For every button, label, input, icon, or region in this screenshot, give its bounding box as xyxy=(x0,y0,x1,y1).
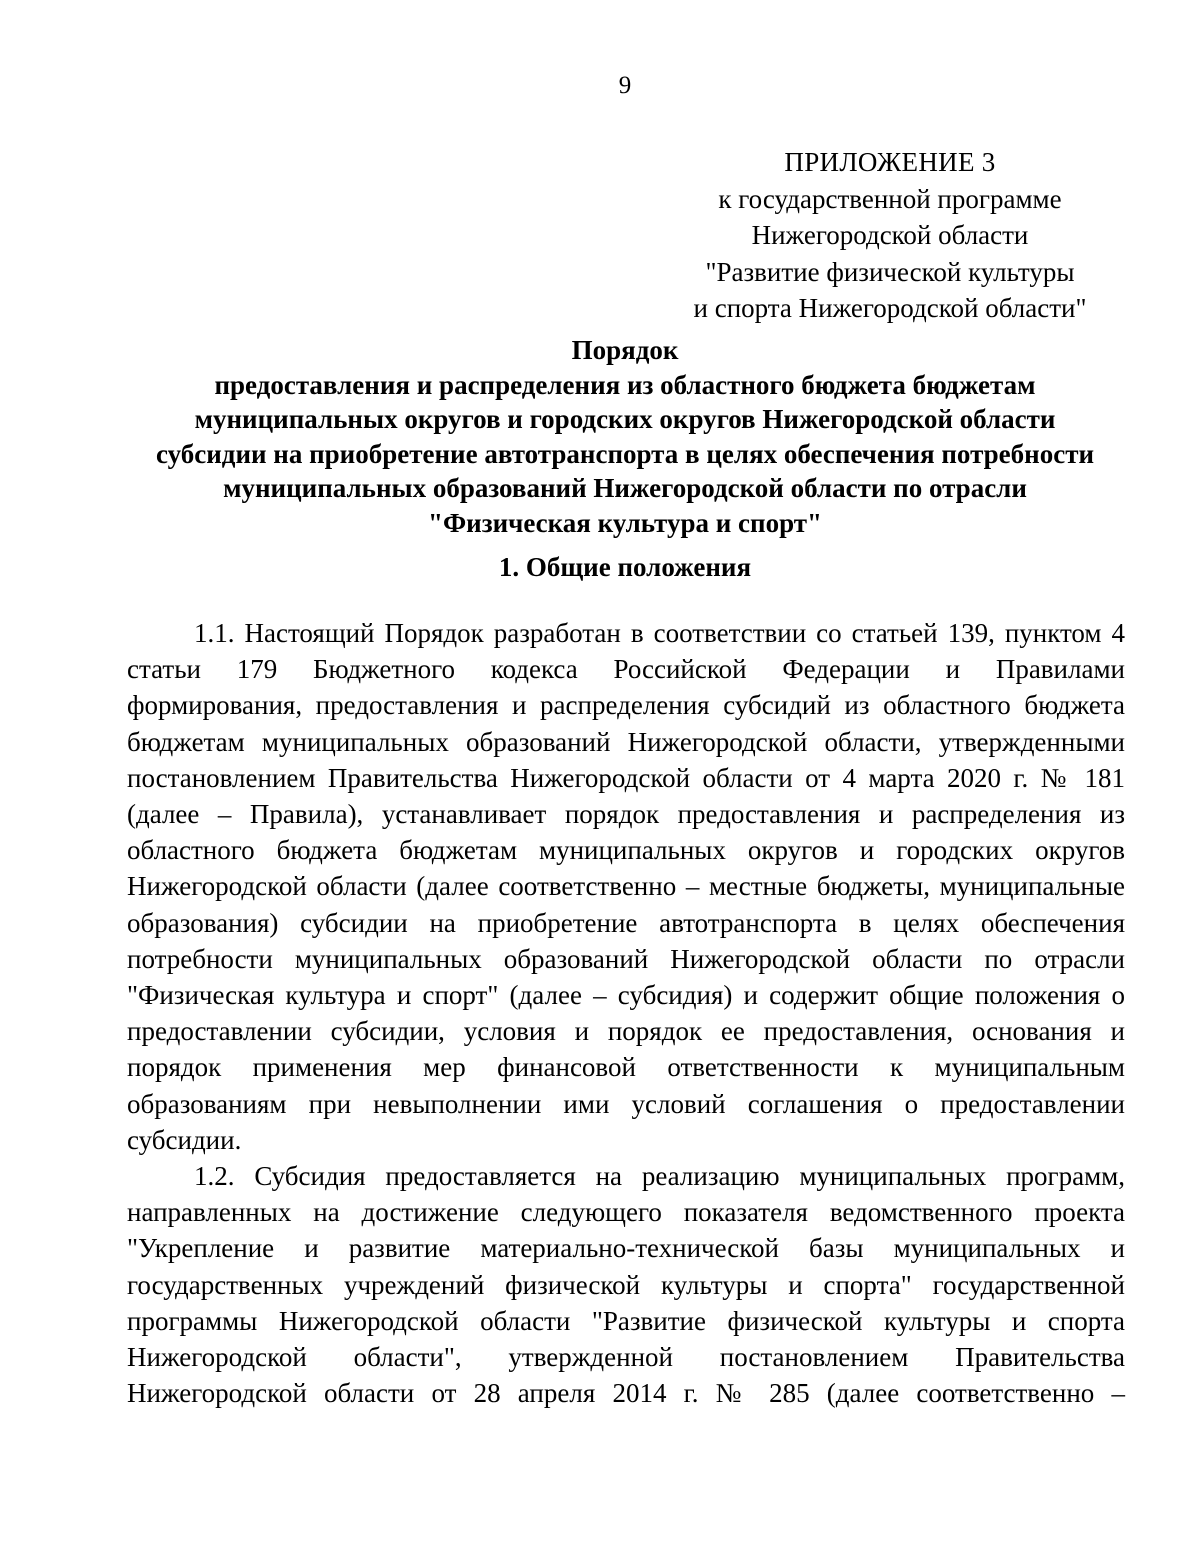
text-line: "Физическая культура и спорт" (далее – субсидия) и содержит общие положения о xyxy=(127,980,1125,1011)
title-line: "Физическая культура и спорт" xyxy=(427,507,822,538)
text-line: (далее – Правила), устанавливает порядок предоставления и распределения из xyxy=(127,799,1125,830)
document-title xyxy=(80,333,1170,540)
title-line: муниципальных образований Нижегородской области по отрасли xyxy=(223,473,1027,503)
text-line: субсидии. xyxy=(127,1124,242,1155)
title-line: муниципальных округов и городских округов Нижегородской области xyxy=(194,404,1056,434)
text-line: областного бюджета бюджетам муниципальных округов и городских округов xyxy=(127,835,1125,866)
text-line: программы Нижегородской области "Развитие физической культуры и спорта xyxy=(127,1305,1125,1336)
appendix-line: "Развитие физической культуры xyxy=(705,256,1075,287)
paragraph-1-2 xyxy=(127,1158,1125,1411)
title-line: предоставления и распределения из областного бюджета бюджетам xyxy=(214,369,1036,400)
text-line: направленных на достижение следующего показателя ведомственного проекта xyxy=(127,1197,1125,1228)
text-line: 1.2. Субсидия предоставляется на реализацию муниципальных программ, xyxy=(194,1161,1125,1192)
page-number: 9 xyxy=(618,72,632,99)
appendix-block xyxy=(660,144,1120,327)
text-line: бюджетам муниципальных образований Нижегородской области, утвержденными xyxy=(127,726,1125,757)
text-line: Нижегородской области от 28 апреля 2014 г. № 285 (далее соответственно – xyxy=(127,1378,1125,1409)
title-heading: Порядок xyxy=(571,335,679,365)
text-line: предоставлении субсидии, условия и порядок ее предоставления, основания и xyxy=(127,1016,1125,1047)
text-line: порядок применения мер финансовой ответственности к муниципальным xyxy=(127,1052,1125,1083)
title-line: субсидии на приобретение автотранспорта в целях обеспечения потребности xyxy=(155,438,1095,469)
text-line: формирования, предоставления и распределения субсидий из областного бюджета xyxy=(127,690,1125,721)
text-line: статьи 179 Бюджетного кодекса Российской Федерации и Правилами xyxy=(127,654,1125,685)
appendix-line: и спорта Нижегородской области" xyxy=(693,293,1087,323)
text-line: образования) субсидии на приобретение автотранспорта в целях обеспечения xyxy=(127,907,1125,938)
text-line: потребности муниципальных образований Нижегородской области по отрасли xyxy=(127,943,1125,974)
text-line: Нижегородской области (далее соответственно – местные бюджеты, муниципальные xyxy=(127,871,1125,902)
text-line: Нижегородской области", утвержденной постановлением Правительства xyxy=(127,1342,1125,1373)
appendix-heading: ПРИЛОЖЕНИЕ 3 xyxy=(784,147,996,177)
paragraph-1-1 xyxy=(127,615,1125,1158)
appendix-line: к государственной программе xyxy=(718,183,1062,214)
text-line: государственных учреждений физической культуры и спорта" государственной xyxy=(127,1269,1125,1300)
text-line: 1.1. Настоящий Порядок разработан в соответствии со статьей 139, пунктом 4 xyxy=(194,618,1125,648)
body-text xyxy=(127,615,1125,1411)
appendix-line: Нижегородской области xyxy=(751,220,1029,250)
section-heading: 1. Общие положения xyxy=(498,552,752,582)
text-line: постановлением Правительства Нижегородской области от 4 марта 2020 г. № 181 xyxy=(127,762,1125,793)
text-line: образованиям при невыполнении ими условий соглашения о предоставлении xyxy=(127,1088,1125,1119)
text-line: "Укрепление и развитие материально-технической базы муниципальных и xyxy=(127,1233,1125,1264)
